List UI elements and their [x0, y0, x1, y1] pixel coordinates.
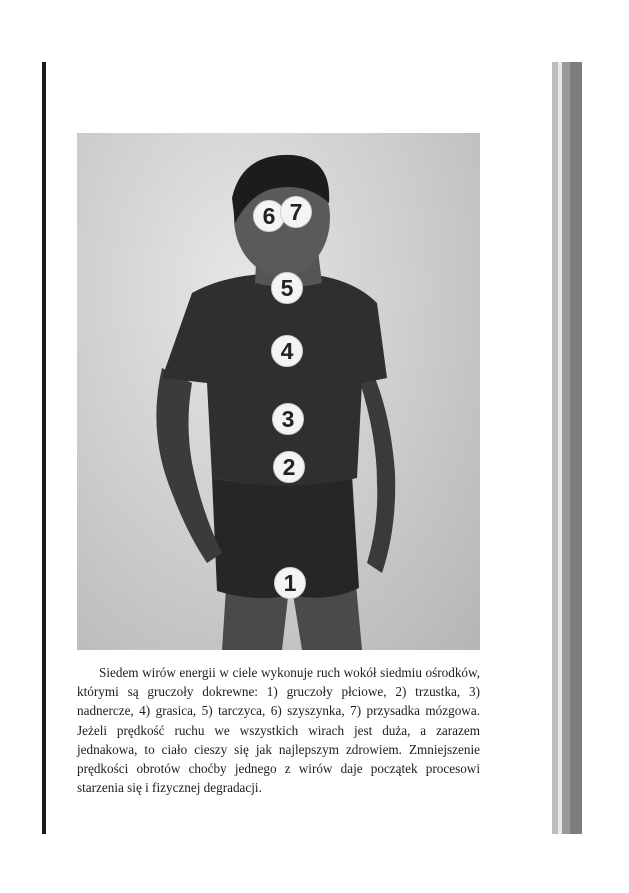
- marker-7: 7: [280, 196, 312, 228]
- figure-caption: Siedem wirów energii w ciele wykonuje ruch wokół siedmiu ośrodków, którymi są gruczoły dokrewne: 1) gruczoły płciowe, 2) trzustka, 3) nadnercze, 4) grasica, 5) tarczyca, 6) szyszynka, 7) przysadka mózgowa. Jeżeli prędkość ruchu we wszystkich wirach jest duża, a zarazem jednakowa, to ciało cieszy się jak najlepszym zdrowiem. Zmniejszenie prędkości obrotów choćby jednego z wirów daje początek procesowi starzenia się i fizycznej degradacji.: [77, 665, 480, 796]
- marker-3: 3: [272, 403, 304, 435]
- page-edge-left: [42, 62, 46, 834]
- marker-5: 5: [271, 272, 303, 304]
- figure-photo: [77, 133, 480, 650]
- marker-2: 2: [273, 451, 305, 483]
- marker-1: 1: [274, 567, 306, 599]
- marker-6: 6: [253, 200, 285, 232]
- page-edge-right: [552, 62, 582, 834]
- marker-4: 4: [271, 335, 303, 367]
